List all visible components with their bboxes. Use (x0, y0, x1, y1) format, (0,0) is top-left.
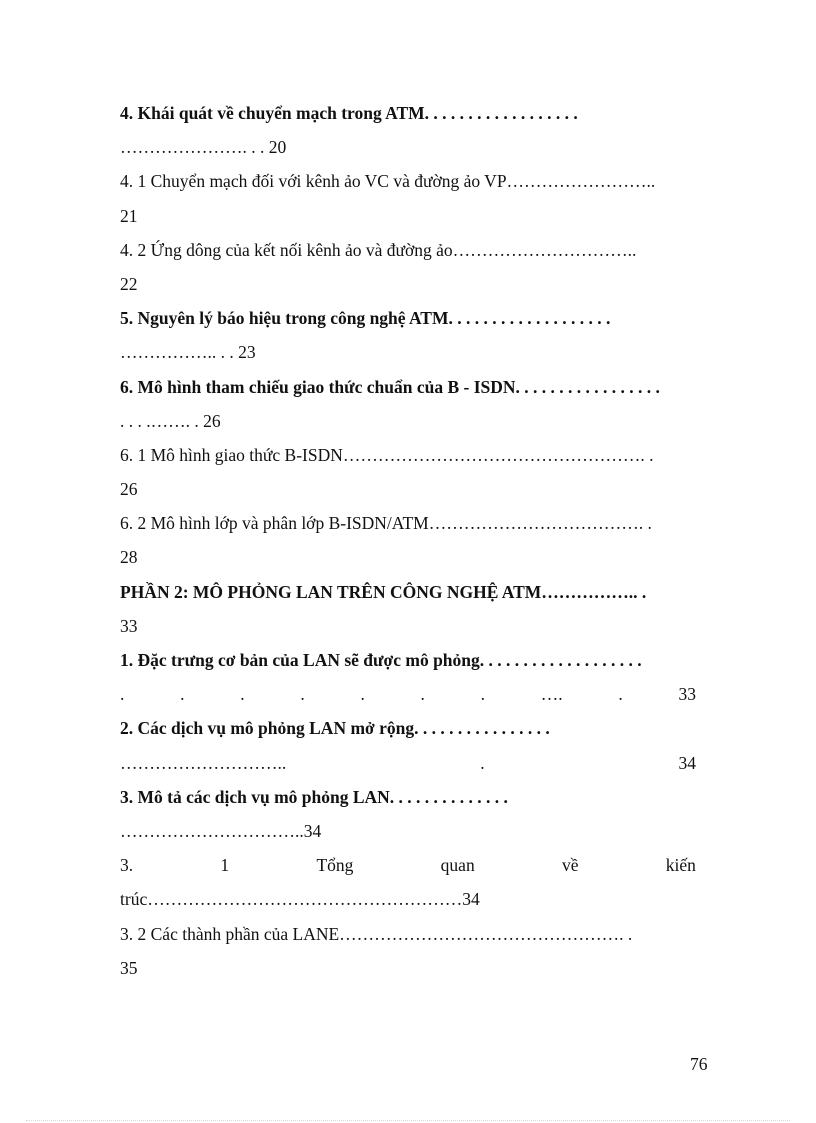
toc-word: về (561, 855, 579, 876)
toc-entry-page: 35 (120, 957, 138, 978)
leader-dot: . (300, 684, 305, 705)
toc-entry-page: …………….. . . 23 (120, 342, 256, 363)
table-of-contents (120, 96, 696, 985)
toc-word: Tổng (316, 855, 354, 876)
toc-entry-title: 4. 2 Ứng dông của kết nối kênh ảo và đường ảo………………………….. (120, 239, 637, 260)
toc-entry-title: 3. Mô tả các dịch vụ mô phỏng LAN. . . . . . . . . . . . . . (120, 786, 508, 807)
leader-dot: . (240, 684, 245, 705)
toc-entry-title: 6. Mô hình tham chiếu giao thức chuẩn của B - ISDN. . . . . . . . . . . . . . . . . (120, 376, 660, 397)
toc-entry-title: 4. 1 Chuyển mạch đối với kênh ảo VC và đường ảo VP…………………….. (120, 171, 656, 192)
toc-entry-title: 4. Khái quát về chuyển mạch trong ATM. . . . . . . . . . . . . . . . . . (120, 103, 578, 123)
page-number: 76 (690, 1054, 708, 1074)
toc-entry-title: 2. Các dịch vụ mô phỏng LAN mở rộng. . . . . . . . . . . . . . . . (120, 718, 550, 739)
leader-dot: . (420, 684, 425, 705)
toc-entry-page: 26 (120, 479, 138, 500)
toc-entry-page: 33 (120, 615, 138, 636)
leader-dot: . (618, 684, 623, 705)
toc-entry-leader-row (120, 746, 696, 780)
toc-entry-title: 5. Nguyên lý báo hiệu trong công nghệ ATM. . . . . . . . . . . . . . . . . . . (120, 308, 611, 329)
leader-dot: . (480, 684, 486, 705)
leader-dot: . (180, 684, 185, 705)
leader-dot: …. (540, 684, 563, 705)
toc-entry-page: trúc………………………………………………34 (120, 889, 480, 910)
toc-entry-title: 6. 1 Mô hình giao thức B-ISDN……………………………………………. . (120, 444, 654, 465)
leader-dot: . (120, 684, 125, 705)
toc-word: 1 (220, 855, 230, 876)
toc-word: quan (440, 855, 475, 876)
toc-entry-page: 28 (120, 547, 138, 568)
toc-entry-title: 3. 2 Các thành phần của LANE…………………………………………. . (120, 923, 633, 944)
toc-entry-page: …………………. . . 20 (120, 137, 287, 158)
toc-part-heading: PHẦN 2: MÔ PHỎNG LAN TRÊN CÔNG NGHỆ ATM…………….. . (120, 581, 647, 602)
toc-page-number: 34 (678, 752, 696, 773)
toc-word: kiến (665, 855, 696, 876)
toc-entry-page: . . . .……. . 26 (120, 410, 221, 431)
toc-entry-page: …………………………..34 (120, 820, 322, 841)
leader-dot: . (360, 684, 365, 705)
toc-entry-page: 21 (120, 205, 138, 226)
toc-entry-title: 6. 2 Mô hình lớp và phân lớp B-ISDN/ATM………………………………. . (120, 513, 652, 534)
leader-dot: . (480, 752, 485, 773)
toc-entry-page: 22 (120, 273, 138, 294)
toc-entry-leader-row (120, 677, 696, 711)
toc-word: 3. (120, 855, 134, 876)
toc-page-number: 33 (678, 684, 696, 705)
leader-dots: ……………………….. (120, 752, 287, 773)
toc-entry-title-justified (120, 848, 696, 882)
toc-entry-title: 1. Đặc trưng cơ bản của LAN sẽ được mô phỏng. . . . . . . . . . . . . . . . . . . (120, 650, 642, 670)
page-bottom-divider (26, 1120, 790, 1121)
